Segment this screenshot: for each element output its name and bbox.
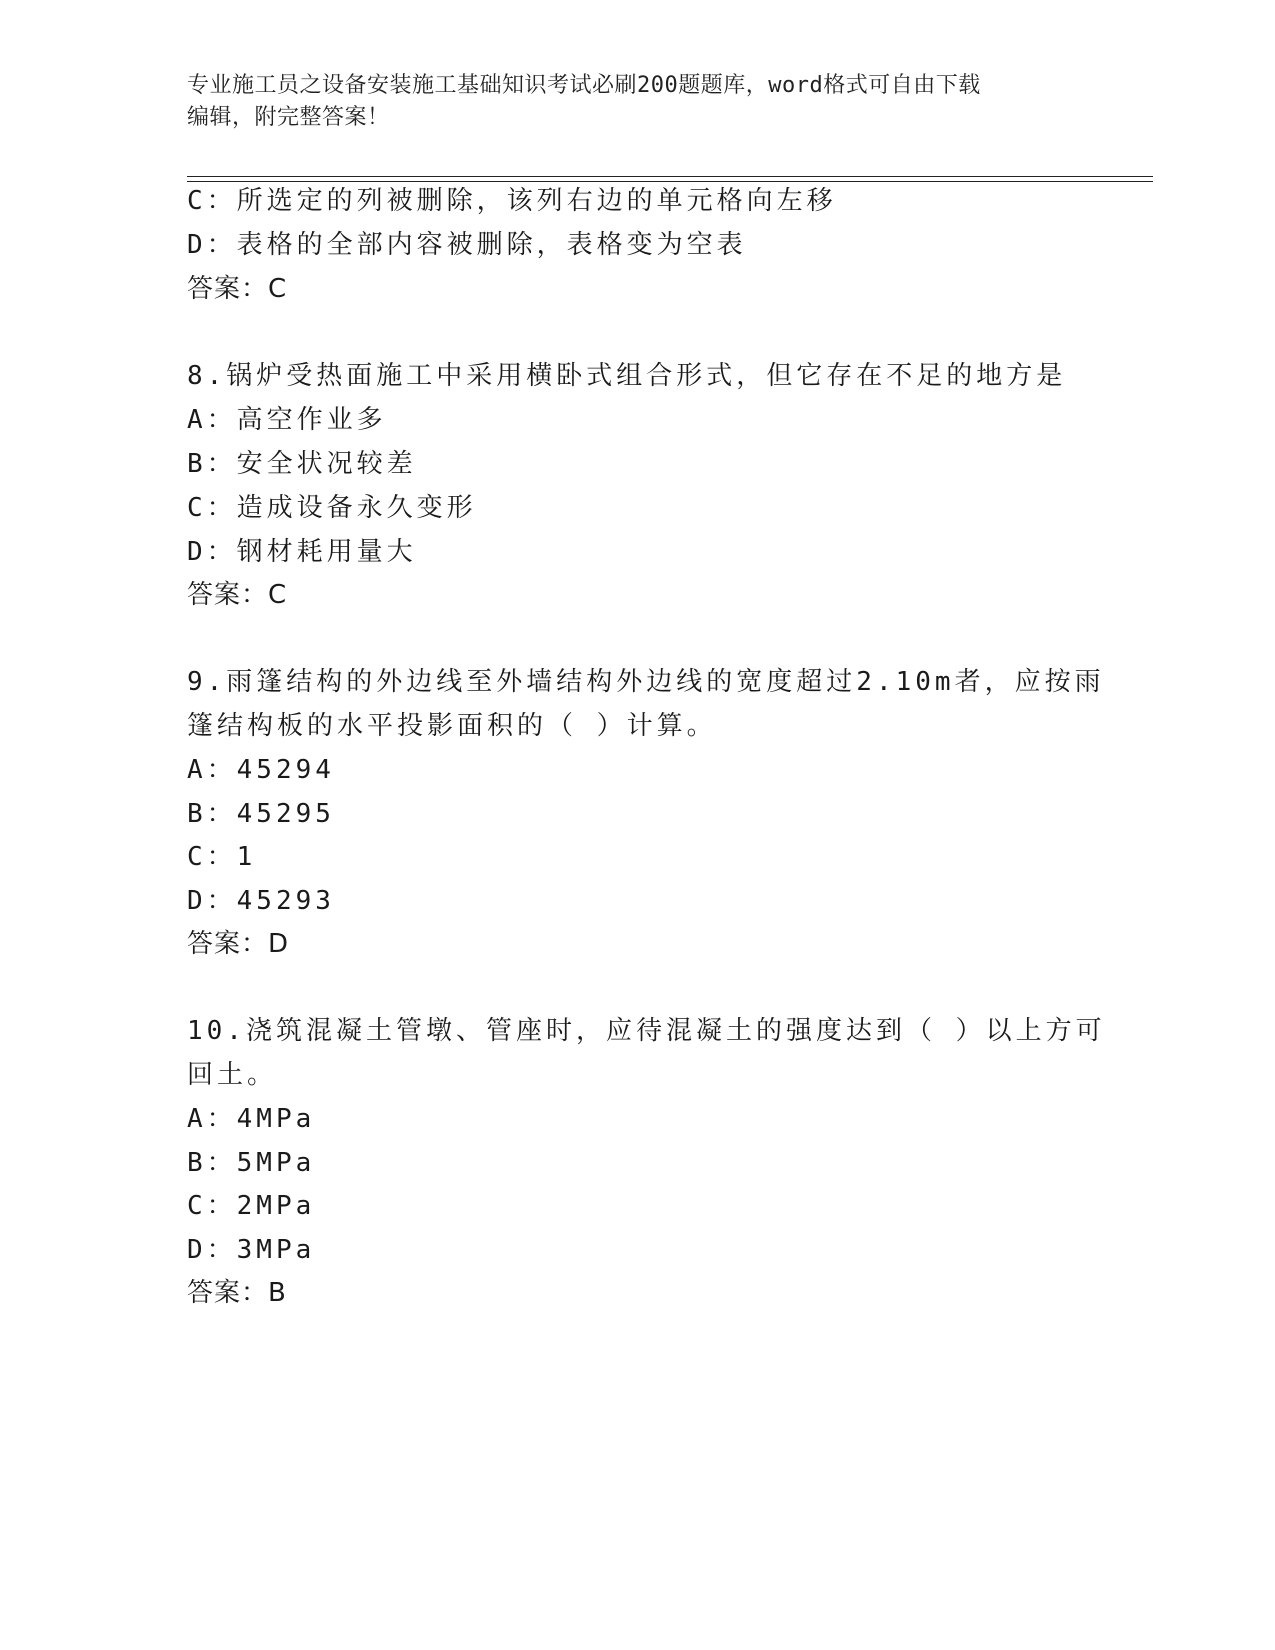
q9-stem-line2: 篷结构板的水平投影面积的（ ）计算。 [187, 711, 717, 741]
document-header [187, 70, 1067, 134]
q8-option-c: C：造成设备永久变形 [187, 493, 477, 523]
q10-option-d: D：3MPa [187, 1235, 316, 1265]
q7-option-c: C：所选定的列被删除，该列右边的单元格向左移 [187, 186, 837, 216]
q10-stem-line2: 回土。 [187, 1060, 278, 1090]
header-divider-bottom [187, 181, 1153, 182]
q9-answer: 答案：D [187, 929, 290, 959]
q9-option-c: C：1 [187, 842, 257, 872]
q9-option-d: D：45293 [187, 886, 335, 916]
header-title-line2: 编辑，附完整答案！ [187, 105, 390, 130]
q7-answer: 答案：C [187, 274, 288, 304]
q8-option-b: B：安全状况较差 [187, 449, 417, 479]
q8-answer: 答案：C [187, 580, 288, 610]
header-divider-top [187, 176, 1153, 177]
q10-option-c: C：2MPa [187, 1191, 316, 1221]
q8-stem: 8.锅炉受热面施工中采用横卧式组合形式，但它存在不足的地方是 [187, 361, 1067, 391]
q10-option-b: B：5MPa [187, 1148, 316, 1178]
q9-option-b: B：45295 [187, 799, 335, 829]
q10-stem-line1: 10.浇筑混凝土管墩、管座时，应待混凝土的强度达到（ ）以上方可 [187, 1016, 1106, 1046]
q8-option-a: A：高空作业多 [187, 405, 387, 435]
q7-option-d: D：表格的全部内容被删除，表格变为空表 [187, 230, 747, 260]
q10-option-a: A：4MPa [187, 1104, 316, 1134]
header-title-line1: 专业施工员之设备安装施工基础知识考试必刷200题题库，word格式可自由下载 [187, 73, 981, 98]
q8-option-d: D：钢材耗用量大 [187, 537, 417, 567]
q10-answer: 答案：B [187, 1278, 287, 1308]
q9-option-a: A：45294 [187, 755, 335, 785]
q9-stem-line1: 9.雨篷结构的外边线至外墙结构外边线的宽度超过2.10m者，应按雨 [187, 667, 1105, 697]
